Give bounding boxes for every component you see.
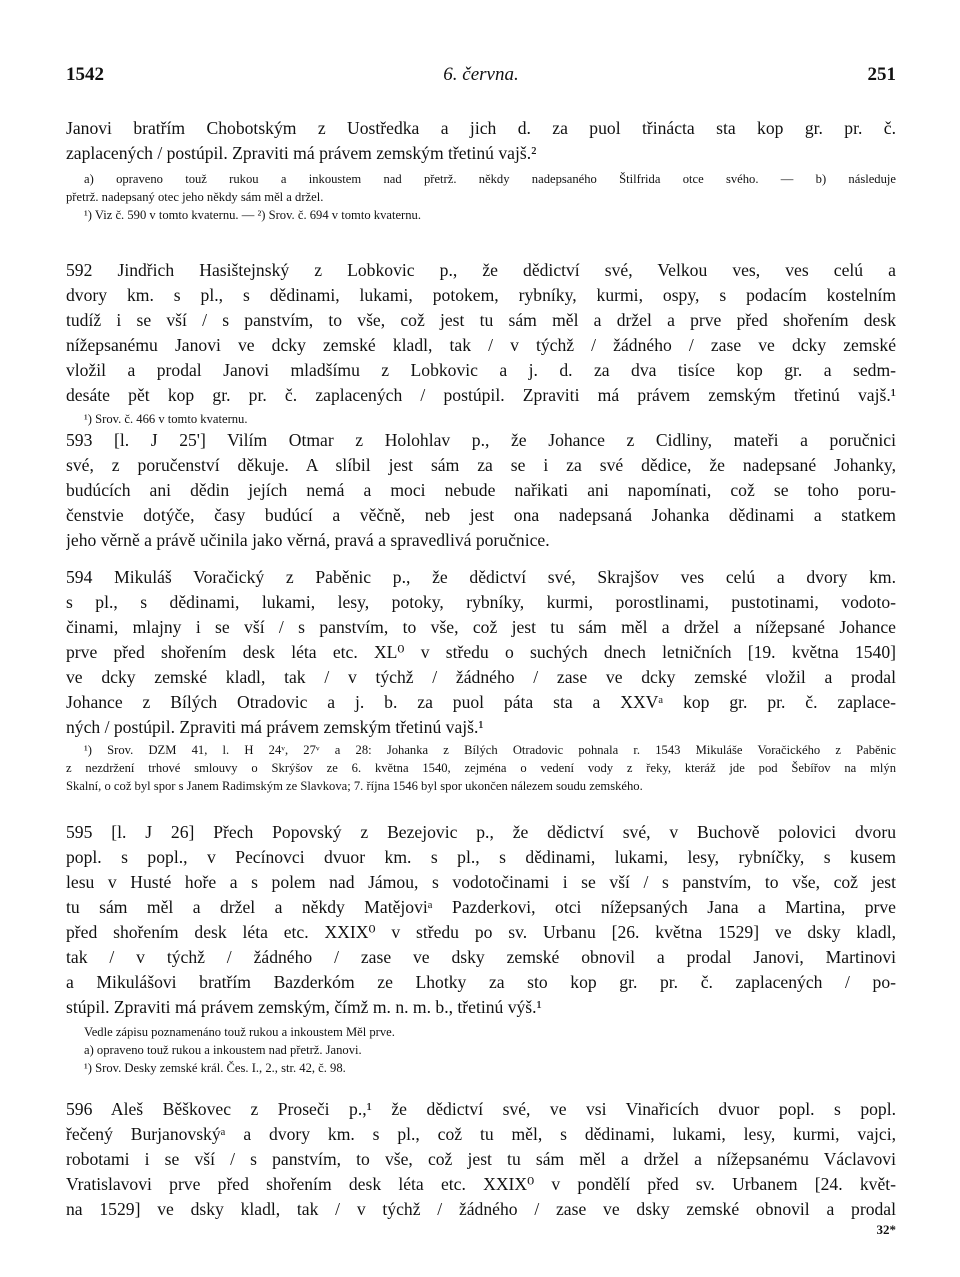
footnote-line: ¹) Srov. Desky zemské král. Čes. I., 2., str. 42, č. 98.: [84, 1061, 346, 1075]
text-line: dvory km. s pl., s dědinami, lukami, potokem, rybníky, kurmi, ospy, s podacím kostelním: [66, 285, 896, 305]
text-line: 596 Aleš Běškovec z Proseči p.,¹ že dědictví své, ve vsi Vinařicích dvuor popl. s popl.: [66, 1099, 896, 1119]
text-line: lesu v Husté hoře a s polem nad Jámou, s vodotočinami i se vší / s panstvím, to vše, což jest: [66, 872, 896, 892]
footnotes-594: [66, 741, 896, 795]
text-line: budúcích ani dědin jejích nemá a moci nebude nařikati ani napomínati, což se toho poru-: [66, 480, 896, 500]
running-header: [66, 64, 896, 88]
footnotes-591: [66, 170, 896, 224]
footnote-line: Vedle zápisu poznamenáno touž rukou a inkoustem Měl prve.: [84, 1025, 395, 1039]
text-line: Johance z Bílých Otradovic a j. b. za puol páta sta a XXVᵃ kop gr. pr. č. zaplace-: [66, 692, 896, 712]
text-line: prve před shořením desk léta etc. XL⁰ v středu o suchých dnech letničních [19. května 1540]: [66, 642, 896, 662]
text-line: tudíž i se vší / s panstvím, to vše, což jest tu sám měl a držel a prve před shořením desk: [66, 310, 896, 330]
text-line: ve dcky zemské kladl, tak / v týchž / žádného / zase ve dcky zemské vložil a prodal: [66, 667, 896, 687]
text-line: 594 Mikuláš Voračický z Paběnic p., že dědictví své, Skrajšov ves celú a dvory km.: [66, 567, 896, 587]
footnote-line: přetrž. nadepsaný otec jeho někdy sám měl a držel.: [66, 190, 324, 204]
footnote-line: a) opraveno touž rukou a inkoustem nad přetrž. Janovi.: [84, 1043, 362, 1057]
text-line: desáte pět kop gr. pr. č. zaplacených / postúpil. Zpraviti má právem zemským třetinú vajš.¹: [66, 385, 896, 405]
entry-596: [66, 1097, 896, 1222]
footnotes-595: [66, 1023, 896, 1077]
text-line: řečený Burjanovskýᵃ a dvory km. s pl., což tu měl, s dědinami, lukami, lesy, kurmi, vajci,: [66, 1124, 896, 1144]
page-number: 251: [867, 64, 896, 85]
entry-593: [66, 428, 896, 553]
entry-continuation: [66, 116, 896, 166]
header-date: 6. června.: [443, 64, 519, 85]
text-line: své, z poručenství děkuje. A slíbil jest sám za se i za své dědice, že nadepsané Johanky,: [66, 455, 896, 475]
footnote-line: a) opraveno touž rukou a inkoustem nad přetrž. někdy nadepsaného Štilfrida otce svého. — b) následuje: [84, 172, 896, 186]
text-line: a Mikulášovi bratřím Bazderkóm ze Lhotky za sto kop gr. pr. č. zaplacených / po-: [66, 972, 896, 992]
entry-592: [66, 258, 896, 408]
header-year: 1542: [66, 64, 104, 85]
text-line: popl. s popl., v Pecínovci dvuor km. s pl., s dědinami, lukami, lesy, rybníčky, s kusem: [66, 847, 896, 867]
text-line: čenstvie dotýče, časy budúcí a věčně, neb jest ona nadepsaná Johanka dědinami a statkem: [66, 505, 896, 525]
text-line: vložil a prodal Janovi mladšímu z Lobkovic a j. d. za dva tisíce kop gr. a sedm-: [66, 360, 896, 380]
text-line: činami, mlajny i se vší / s panstvím, to vše, což jest tu sám měl a držel a nížepsané Johance: [66, 617, 896, 637]
footnote-line: ¹) Srov. č. 466 v tomto kvaternu.: [84, 412, 248, 426]
entry-594: [66, 565, 896, 740]
text-line: na 1529] ve dsky kladl, tak / v týchž / žádného / zase ve dsky zemské obnovil a prodal: [66, 1199, 896, 1219]
text-line: tu sám měl a držel a někdy Matějoviᵃ Pazderkovi, otci nížepsaných Jana a Martina, prve: [66, 897, 896, 917]
footnote-line: ¹) Srov. DZM 41, l. H 24ᵛ, 27ᵛ a 28: Johanka z Bílých Otradovic pohnala r. 1543 Mikuláše Voračického z Paběnic: [84, 743, 896, 757]
text-line: tak / v týchž / žádného / zase ve dsky zemské obnovil a prodal Janovi, Martinovi: [66, 947, 896, 967]
signature-mark: 32*: [876, 1222, 896, 1237]
footnote-line: ¹) Viz č. 590 v tomto kvaternu. — ²) Srov. č. 694 v tomto kvaternu.: [84, 208, 421, 222]
text-line: Vratislavovi prve před shořením desk léta etc. XXIX⁰ v pondělí před sv. Urbanem [24. květ-: [66, 1174, 896, 1194]
footnote-line: z nezdržení trhové smlouvy o Skrýšov ze 6. května 1540, zejména o vedení vody z řeky, kteráž jde pod Šebířov na mlýn: [66, 761, 896, 775]
text-line: nížepsanému Janovi ve dcky zemské kladl, tak / v týchž / žádného / zase ve dcky zemské: [66, 335, 896, 355]
text-line: 595 [l. J 26] Přech Popovský z Bezejovic p., že dědictví své, v Buchově polovici dvoru: [66, 822, 896, 842]
text-line: s pl., s dědinami, lukami, lesy, potoky, rybníky, kurmi, porostlinami, pustotinami, vodoto-: [66, 592, 896, 612]
text-line: jeho věrně a právě učinila jako věrná, pravá a spravedlivá poručnice.: [66, 530, 550, 550]
text-line: ných / postúpil. Zpraviti má právem zemským třetinú vajš.¹: [66, 717, 484, 737]
text-line: před shořením desk léta etc. XXIX⁰ v středu po sv. Urbanu [26. května 1529] ve dsky kladl,: [66, 922, 896, 942]
text-line: 592 Jindřich Hasištejnský z Lobkovic p., že dědictví své, Velkou ves, ves celú a: [66, 260, 896, 280]
entry-595: [66, 820, 896, 1020]
text-line: stúpil. Zpraviti má právem zemským, čímž m. n. m. b., třetinú výš.¹: [66, 997, 542, 1017]
text-line: robotami i se vší / s panstvím, to vše, což jest tu sám měl a držel a nížepsanému Václavovi: [66, 1149, 896, 1169]
text-line: Janovi bratřím Chobotským z Uostředka a jich d. za puol třinácta sta kop gr. pr. č.: [66, 118, 896, 138]
footnote-line: Skalní, o což byl spor s Janem Radimským ze Slavkova; 7. října 1546 byl spor ukončen nálezem soudu zemského.: [66, 779, 643, 793]
text-line: zaplacených / postúpil. Zpraviti má právem zemským třetinú vajš.²: [66, 143, 537, 163]
text-line: 593 [l. J 25'] Vilím Otmar z Holohlav p., že Johance z Cidliny, mateři a poručnici: [66, 430, 896, 450]
footnotes-592: [66, 410, 896, 428]
